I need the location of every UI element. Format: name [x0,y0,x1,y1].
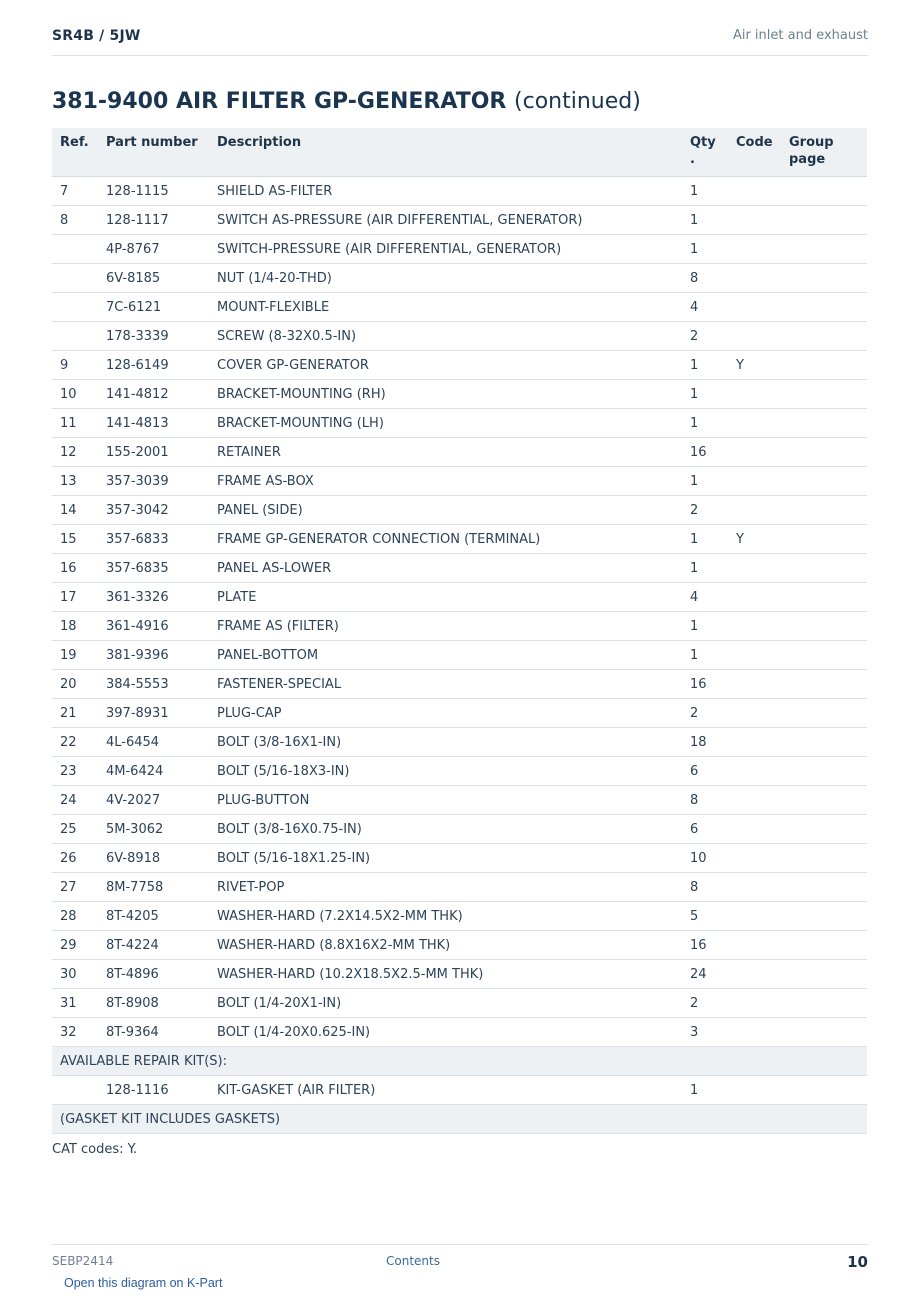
cell-code [728,931,781,960]
cell-ref [52,293,98,322]
table-row [52,612,867,641]
cell-ref: 20 [52,670,98,699]
cell-qty: 4 [682,583,728,612]
cell-group-page [781,322,867,351]
cell-qty: 1 [682,612,728,641]
cell-part-number: 4L-6454 [98,728,209,757]
cell-group-page [781,554,867,583]
cell-qty: 24 [682,960,728,989]
col-header-part-number: Part number [98,128,209,177]
cell-group-page [781,670,867,699]
cell-description: FRAME AS (FILTER) [209,612,682,641]
table-row [52,670,867,699]
cell-description: RIVET-POP [209,873,682,902]
cell-ref: 9 [52,351,98,380]
table-row [52,1018,867,1047]
table-row [52,641,867,670]
cell-group-page [781,467,867,496]
cell-group-page [781,873,867,902]
repair-kit-note-text: (GASKET KIT INCLUDES GASKETS) [52,1105,867,1134]
cell-group-page [781,293,867,322]
cell-code [728,322,781,351]
title-main: 381-9400 AIR FILTER GP-GENERATOR [52,89,507,114]
table-row [52,844,867,873]
cell-code [728,380,781,409]
cell-code: Y [728,525,781,554]
cell-code [728,1018,781,1047]
cell-qty: 18 [682,728,728,757]
cell-part-number: 6V-8185 [98,264,209,293]
cell-code [728,699,781,728]
cell-description: WASHER-HARD (8.8X16X2-MM THK) [209,931,682,960]
cell-group-page [781,1018,867,1047]
cell-qty: 1 [682,525,728,554]
page-title [52,89,641,114]
cell-part-number: 8T-4205 [98,902,209,931]
cell-part-number: 357-6833 [98,525,209,554]
cell-ref [52,322,98,351]
cell-qty: 3 [682,1018,728,1047]
cell-group-page [781,844,867,873]
cell-description: BOLT (1/4-20X0.625-IN) [209,1018,682,1047]
table-row [52,235,867,264]
cell-part-number: 178-3339 [98,322,209,351]
table-row [52,293,867,322]
cell-code [728,612,781,641]
repair-kit-note [52,1105,867,1134]
table-row [52,728,867,757]
cell-group-page [781,1076,867,1105]
cell-group-page [781,699,867,728]
cell-part-number: 4M-6424 [98,757,209,786]
table-row [52,815,867,844]
cell-ref: 26 [52,844,98,873]
cell-ref: 17 [52,583,98,612]
cell-qty: 1 [682,467,728,496]
kpart-diagram-link[interactable]: Open this diagram on K-Part [64,1276,223,1290]
table-row [52,351,867,380]
table-row [52,177,867,206]
cell-part-number: 141-4812 [98,380,209,409]
cell-description: MOUNT-FLEXIBLE [209,293,682,322]
col-header-ref: Ref. [52,128,98,177]
cell-code [728,902,781,931]
contents-link[interactable]: Contents [386,1254,440,1268]
table-row [52,467,867,496]
cell-part-number: 397-8931 [98,699,209,728]
cell-description: SHIELD AS-FILTER [209,177,682,206]
cell-group-page [781,960,867,989]
cell-qty: 8 [682,786,728,815]
cell-description: SCREW (8-32X0.5-IN) [209,322,682,351]
cell-group-page [781,728,867,757]
table-row [52,873,867,902]
table-row [52,264,867,293]
cell-qty: 2 [682,496,728,525]
cell-description: KIT-GASKET (AIR FILTER) [209,1076,682,1105]
cell-qty: 4 [682,293,728,322]
cell-description: PANEL AS-LOWER [209,554,682,583]
col-header-group-page: Group page [781,128,867,177]
cell-ref: 11 [52,409,98,438]
cell-ref [52,235,98,264]
cell-ref: 13 [52,467,98,496]
cell-part-number: 357-3039 [98,467,209,496]
cell-group-page [781,409,867,438]
cell-ref: 29 [52,931,98,960]
cell-part-number: 5M-3062 [98,815,209,844]
cell-qty: 2 [682,322,728,351]
table-row [52,409,867,438]
cell-group-page [781,902,867,931]
cell-description: NUT (1/4-20-THD) [209,264,682,293]
cell-code [728,815,781,844]
cell-qty: 5 [682,902,728,931]
cell-part-number: 384-5553 [98,670,209,699]
cell-group-page [781,583,867,612]
table-row [52,786,867,815]
cell-group-page [781,612,867,641]
cell-part-number: 6V-8918 [98,844,209,873]
cell-group-page [781,525,867,554]
cell-description: BOLT (3/8-16X0.75-IN) [209,815,682,844]
table-row [52,554,867,583]
cell-qty: 16 [682,931,728,960]
cell-qty: 10 [682,844,728,873]
cell-ref: 23 [52,757,98,786]
cell-part-number: 357-3042 [98,496,209,525]
cell-ref: 12 [52,438,98,467]
cell-ref: 7 [52,177,98,206]
cell-group-page [781,989,867,1018]
cell-code [728,235,781,264]
cell-qty: 1 [682,380,728,409]
table-row [52,322,867,351]
cell-qty: 1 [682,206,728,235]
cell-ref: 10 [52,380,98,409]
cell-description: BOLT (1/4-20X1-IN) [209,989,682,1018]
cell-group-page [781,815,867,844]
cell-ref: 25 [52,815,98,844]
cell-group-page [781,757,867,786]
cell-ref [52,264,98,293]
cell-code [728,467,781,496]
cell-code [728,496,781,525]
table-row [52,757,867,786]
cell-part-number: 361-4916 [98,612,209,641]
cell-code [728,206,781,235]
table-row [52,931,867,960]
cell-code [728,728,781,757]
cell-group-page [781,786,867,815]
table-row [52,496,867,525]
repair-kit-section-header [52,1047,867,1076]
cell-description: BOLT (5/16-18X3-IN) [209,757,682,786]
cell-group-page [781,206,867,235]
cell-part-number: 8T-9364 [98,1018,209,1047]
table-row [52,525,867,554]
cell-group-page [781,235,867,264]
cell-part-number: 141-4813 [98,409,209,438]
cell-qty: 1 [682,351,728,380]
cell-part-number: 4V-2027 [98,786,209,815]
cell-code [728,670,781,699]
cell-description: WASHER-HARD (10.2X18.5X2.5-MM THK) [209,960,682,989]
page-number: 10 [847,1253,868,1271]
cell-qty: 6 [682,757,728,786]
cell-qty: 1 [682,1076,728,1105]
table-row [52,583,867,612]
cell-code [728,554,781,583]
cell-description: PANEL (SIDE) [209,496,682,525]
cell-description: PLUG-CAP [209,699,682,728]
cell-ref: 28 [52,902,98,931]
cell-description: FASTENER-SPECIAL [209,670,682,699]
cell-qty: 16 [682,438,728,467]
cell-description: BOLT (5/16-18X1.25-IN) [209,844,682,873]
page-header [52,28,868,56]
repair-kit-section-header-text: AVAILABLE REPAIR KIT(S): [52,1047,867,1076]
cell-description: BOLT (3/8-16X1-IN) [209,728,682,757]
cell-ref: 27 [52,873,98,902]
parts-table [52,128,867,1134]
cell-ref: 32 [52,1018,98,1047]
table-row [52,380,867,409]
table-row [52,699,867,728]
cell-part-number: 128-1116 [98,1076,209,1105]
model-label: SR4B / 5JW [52,28,141,44]
section-name: Air inlet and exhaust [732,28,868,43]
cell-code [728,293,781,322]
cell-ref: 19 [52,641,98,670]
cell-ref: 22 [52,728,98,757]
cell-qty: 1 [682,641,728,670]
cell-code [728,583,781,612]
cell-ref: 21 [52,699,98,728]
table-header-row [52,128,867,177]
cell-description: FRAME AS-BOX [209,467,682,496]
cell-description: BRACKET-MOUNTING (LH) [209,409,682,438]
cell-ref: 31 [52,989,98,1018]
cell-code [728,409,781,438]
cell-code [728,1076,781,1105]
cell-code: Y [728,351,781,380]
cell-qty: 6 [682,815,728,844]
cell-code [728,177,781,206]
cell-code [728,641,781,670]
cell-group-page [781,351,867,380]
cell-description: SWITCH AS-PRESSURE (AIR DIFFERENTIAL, GENERATOR) [209,206,682,235]
cell-group-page [781,931,867,960]
cell-description: BRACKET-MOUNTING (RH) [209,380,682,409]
cell-qty: 1 [682,554,728,583]
cat-codes-note: CAT codes: Y. [52,1142,138,1157]
cell-ref: 15 [52,525,98,554]
col-header-description: Description [209,128,682,177]
col-header-qty: Qty . [682,128,728,177]
table-row [52,1076,867,1105]
cell-ref: 14 [52,496,98,525]
cell-code [728,873,781,902]
cell-part-number: 128-1115 [98,177,209,206]
cell-part-number: 4P-8767 [98,235,209,264]
cell-part-number: 128-1117 [98,206,209,235]
cell-description: FRAME GP-GENERATOR CONNECTION (TERMINAL) [209,525,682,554]
cell-part-number: 8T-4896 [98,960,209,989]
cell-code [728,786,781,815]
cell-group-page [781,641,867,670]
cell-group-page [781,380,867,409]
cell-qty: 1 [682,177,728,206]
cell-part-number: 155-2001 [98,438,209,467]
cell-ref: 16 [52,554,98,583]
cell-part-number: 8T-4224 [98,931,209,960]
cell-ref: 30 [52,960,98,989]
cell-ref: 24 [52,786,98,815]
cell-code [728,757,781,786]
table-row [52,206,867,235]
cell-part-number: 8T-8908 [98,989,209,1018]
cell-group-page [781,177,867,206]
cell-ref: 18 [52,612,98,641]
document-id: SEBP2414 [52,1254,114,1268]
table-row [52,438,867,467]
table-row [52,960,867,989]
cell-description: PANEL-BOTTOM [209,641,682,670]
cell-qty: 8 [682,873,728,902]
cell-description: COVER GP-GENERATOR [209,351,682,380]
cell-part-number: 381-9396 [98,641,209,670]
cell-description: RETAINER [209,438,682,467]
cell-part-number: 357-6835 [98,554,209,583]
table-row [52,902,867,931]
cell-code [728,960,781,989]
cell-group-page [781,264,867,293]
cell-group-page [781,438,867,467]
cell-code [728,989,781,1018]
cell-code [728,438,781,467]
cell-code [728,844,781,873]
cell-part-number: 128-6149 [98,351,209,380]
cell-part-number: 8M-7758 [98,873,209,902]
cell-qty: 16 [682,670,728,699]
cell-qty: 1 [682,409,728,438]
cell-description: WASHER-HARD (7.2X14.5X2-MM THK) [209,902,682,931]
title-suffix: (continued) [514,89,641,114]
cell-ref [52,1076,98,1105]
cell-code [728,264,781,293]
cell-description: PLATE [209,583,682,612]
cell-qty: 1 [682,235,728,264]
col-header-code: Code [728,128,781,177]
page-footer [52,1244,868,1273]
cell-qty: 8 [682,264,728,293]
cell-qty: 2 [682,699,728,728]
cell-group-page [781,496,867,525]
cell-ref: 8 [52,206,98,235]
cell-qty: 2 [682,989,728,1018]
cell-description: SWITCH-PRESSURE (AIR DIFFERENTIAL, GENERATOR) [209,235,682,264]
cell-part-number: 7C-6121 [98,293,209,322]
cell-part-number: 361-3326 [98,583,209,612]
table-row [52,989,867,1018]
cell-description: PLUG-BUTTON [209,786,682,815]
